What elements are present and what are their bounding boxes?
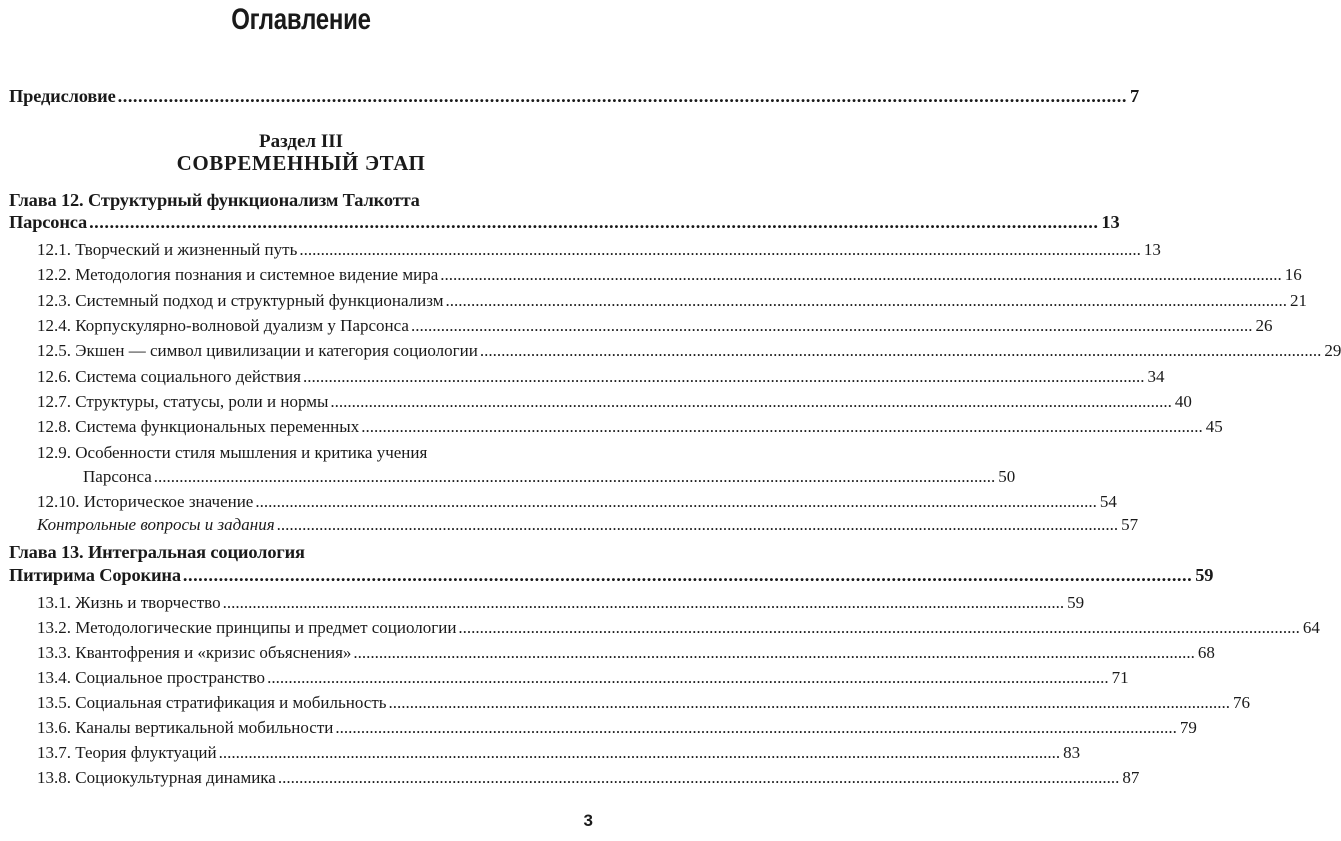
toc-entry-12-3[interactable]: [37, 290, 1308, 311]
chapter-12-heading[interactable]: Глава 12. Структурный функционализм Талкотта: [9, 190, 420, 210]
toc-entry-label: 12.3. Системный подход и структурный функционализм: [37, 291, 444, 310]
dot-leader: [335, 717, 1177, 738]
dot-leader: [278, 767, 1120, 788]
toc-entry-label: 13.2. Методологические принципы и предмет социологии: [37, 618, 457, 637]
toc-entry-12-9-line2[interactable]: [83, 466, 1016, 487]
chapter-13-heading[interactable]: Глава 13. Интегральная социология: [9, 542, 305, 562]
chapter-12-heading-line2[interactable]: [9, 212, 1120, 233]
dot-leader: [89, 212, 1098, 233]
toc-entry-12-10[interactable]: [37, 491, 1117, 512]
toc-page-number: 87: [1122, 768, 1140, 787]
toc-entry-label: 13.8. Социокультурная динамика: [37, 768, 276, 787]
dot-leader: [299, 239, 1141, 260]
dot-leader: [267, 667, 1109, 688]
toc-entry-12-1[interactable]: [37, 239, 1161, 260]
toc-entry-label: 13.5. Социальная стратификация и мобильность: [37, 693, 387, 712]
toc-page-number: 71: [1111, 668, 1129, 687]
dot-leader: [389, 692, 1231, 713]
dot-leader: [277, 514, 1119, 535]
toc-entry-12-5[interactable]: [37, 340, 1341, 361]
toc-entry-12-4[interactable]: [37, 315, 1273, 336]
toc-entry-label: 12.6. Система социального действия: [37, 367, 301, 386]
toc-entry-label: 13.1. Жизнь и творчество: [37, 593, 221, 612]
toc-page-number: 34: [1147, 367, 1165, 386]
dot-leader: [353, 642, 1195, 663]
toc-page-number: 79: [1179, 718, 1197, 737]
toc-page-number: 13: [1143, 240, 1161, 259]
toc-entry-label: 13.6. Каналы вертикальной мобильности: [37, 718, 334, 737]
toc-page-number: 54: [1099, 492, 1117, 511]
dot-leader: [219, 742, 1061, 763]
dot-leader: [183, 565, 1192, 586]
toc-page-number: 76: [1233, 693, 1251, 712]
toc-page-number: 7: [1129, 86, 1140, 106]
toc-entry-label: Парсонса: [83, 467, 152, 486]
toc-entry-label: 13.4. Социальное пространство: [37, 668, 266, 687]
toc-entry-13-7[interactable]: [37, 742, 1081, 763]
page-title: Оглавление: [231, 3, 371, 36]
toc-entry-label: 12.2. Методология познания и системное видение мира: [37, 265, 439, 284]
toc-page-number: 40: [1174, 392, 1192, 411]
toc-entry-label: Питирима Сорокина: [9, 565, 181, 585]
toc-entry-13-3[interactable]: [37, 642, 1215, 663]
toc-page-number: 64: [1302, 618, 1320, 637]
toc-page-number: 45: [1205, 417, 1223, 436]
toc-page-number: 13: [1101, 212, 1120, 232]
toc-page-number: 57: [1121, 515, 1139, 534]
toc-page-number: 59: [1195, 565, 1214, 585]
toc-entry-label: 12.4. Корпускулярно-волновой дуализм у Парсонса: [37, 316, 409, 335]
chapter-13-heading-line2[interactable]: [9, 565, 1214, 586]
dot-leader: [154, 466, 996, 487]
toc-entry-13-5[interactable]: [37, 692, 1251, 713]
toc-entry-label: 12.10. Историческое значение: [37, 492, 254, 511]
toc-entry-label: 12.7. Структуры, статусы, роли и нормы: [37, 392, 329, 411]
toc-entry-label: 12.1. Творческий и жизненный путь: [37, 240, 298, 259]
dot-leader: [255, 491, 1097, 512]
toc-entry-label: 13.7. Теория флуктуаций: [37, 743, 217, 762]
dot-leader: [303, 366, 1145, 387]
toc-entry-13-1[interactable]: [37, 592, 1085, 613]
toc-page-number: 50: [998, 467, 1016, 486]
toc-page-number: 68: [1197, 643, 1215, 662]
toc-page-number: 29: [1324, 341, 1341, 360]
toc-page-number: 21: [1290, 291, 1308, 310]
toc-page-number: 16: [1284, 265, 1302, 284]
toc-entry-12-questions[interactable]: [37, 514, 1139, 535]
page-number: 3: [583, 811, 593, 830]
dot-leader: [480, 340, 1322, 361]
toc-entry-12-8[interactable]: [37, 416, 1223, 437]
toc-entry-preface[interactable]: [9, 86, 1140, 107]
section-title: СОВРЕМЕННЫЙ ЭТАП: [176, 151, 426, 175]
toc-entry-label: Парсонса: [9, 212, 88, 232]
dot-leader: [330, 391, 1172, 412]
toc-page-number: 59: [1067, 593, 1085, 612]
toc-entry-13-4[interactable]: [37, 667, 1129, 688]
dot-leader: [446, 290, 1288, 311]
toc-entry-12-7[interactable]: [37, 391, 1192, 412]
toc-page-number: 26: [1255, 316, 1273, 335]
toc-entry-label: Предисловие: [9, 86, 116, 106]
toc-page-number: 83: [1063, 743, 1081, 762]
toc-entry-13-6[interactable]: [37, 717, 1197, 738]
dot-leader: [411, 315, 1253, 336]
toc-entry-12-2[interactable]: [37, 264, 1302, 285]
dot-leader: [118, 86, 1127, 107]
section-label: Раздел III: [258, 131, 344, 152]
dot-leader: [223, 592, 1065, 613]
toc-entry-label: 13.3. Квантофрения и «кризис объяснения»: [37, 643, 352, 662]
dot-leader: [361, 416, 1203, 437]
toc-entry-13-2[interactable]: [37, 617, 1320, 638]
toc-entry-label: Контрольные вопросы и задания: [37, 515, 275, 534]
toc-entry-12-9[interactable]: 12.9. Особенности стиля мышления и критика учения: [37, 443, 428, 462]
dot-leader: [458, 617, 1300, 638]
dot-leader: [440, 264, 1282, 285]
toc-entry-label: 12.8. Система функциональных переменных: [37, 417, 360, 436]
toc-entry-13-8[interactable]: [37, 767, 1140, 788]
toc-entry-12-6[interactable]: [37, 366, 1165, 387]
toc-entry-label: 12.5. Экшен — символ цивилизации и категория социологии: [37, 341, 478, 360]
